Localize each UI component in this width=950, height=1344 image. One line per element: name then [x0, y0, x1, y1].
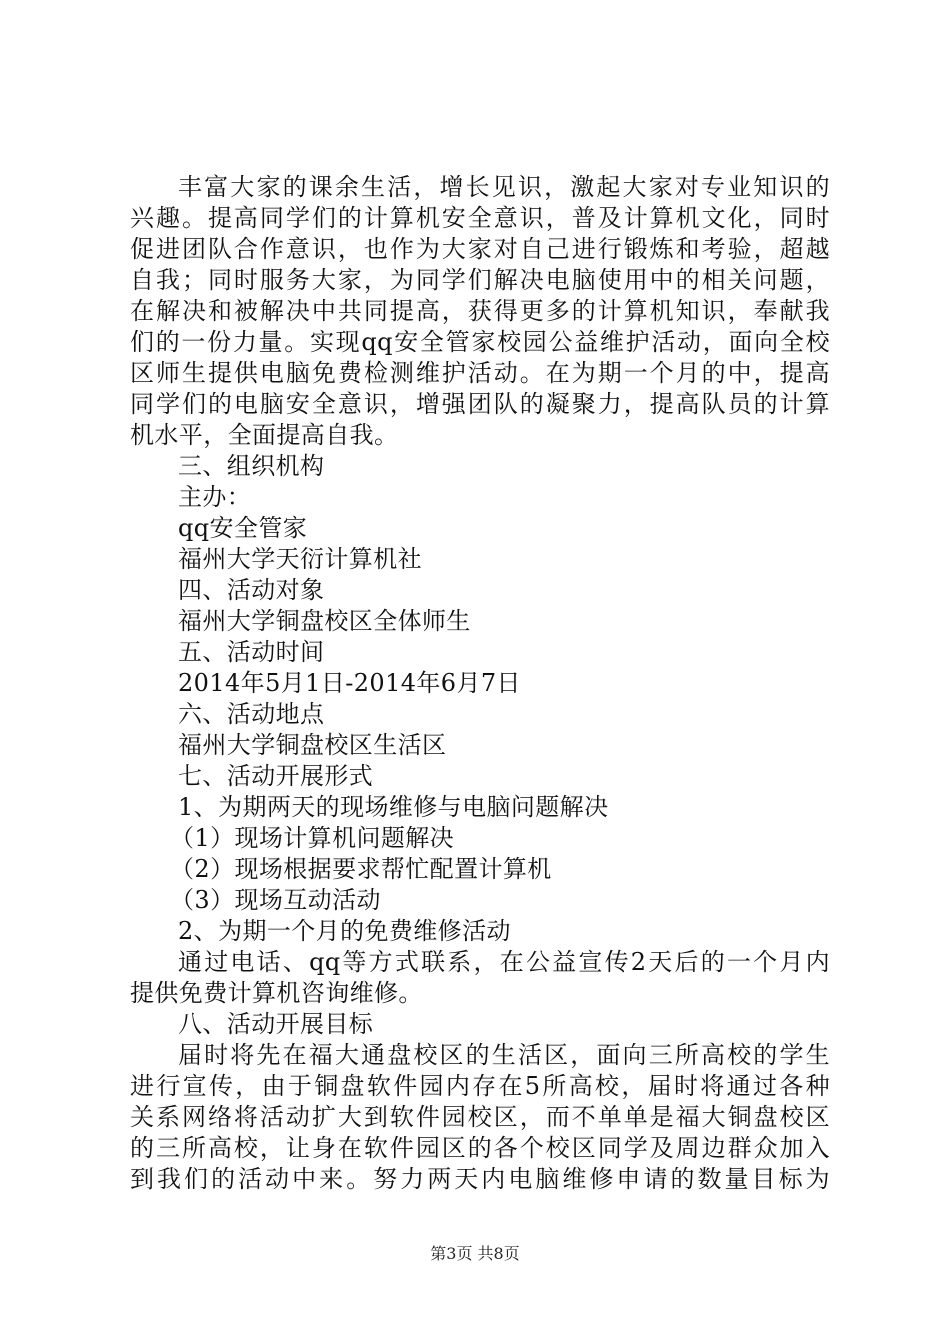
paragraph-line: 届时将先在福大通盘校区的生活区，面向三所高校的学生 — [178, 1041, 830, 1069]
document-body — [130, 172, 830, 1195]
paragraph-line: 在解决和被解决中共同提高，获得更多的计算机知识，奉献我 — [130, 297, 830, 325]
paragraph-line: 提供免费计算机咨询维修。 — [130, 979, 423, 1007]
activity-place: 福州大学铜盘校区生活区 — [178, 731, 447, 759]
paragraph-line: 通过电话、qq等方式联系，在公益宣传2天后的一个月内 — [178, 948, 830, 976]
paragraph-line: 的三所高校，让身在软件园区的各个校区同学及周边群众加入 — [130, 1134, 830, 1162]
paragraph-line: 们的一份力量。实现qq安全管家校园公益维护活动，面向全校 — [130, 328, 830, 356]
paragraph-line: 进行宣传，由于铜盘软件园内存在5所高校，届时将通过各种 — [130, 1072, 830, 1100]
section-heading: 六、活动地点 — [178, 700, 325, 728]
paragraph-line: 到我们的活动中来。努力两天内电脑维修申请的数量目标为 — [130, 1165, 830, 1193]
paragraph-line: 同学们的电脑安全意识，增强团队的凝聚力，提高队员的计算 — [130, 390, 830, 418]
paragraph-line: 丰富大家的课余生活，增长见识，激起大家对专业知识的 — [178, 173, 830, 201]
section-heading: 七、活动开展形式 — [178, 762, 374, 790]
section-heading: 八、活动开展目标 — [178, 1010, 374, 1038]
host-item: qq安全管家 — [178, 514, 308, 542]
paragraph-line: 区师生提供电脑免费检测维护活动。在为期一个月的中，提高 — [130, 359, 830, 387]
activity-time: 2014年5月1日-2014年6月7日 — [178, 669, 521, 697]
host-item: 福州大学天衍计算机社 — [178, 545, 422, 573]
host-label: 主办： — [178, 483, 252, 511]
paragraph-line: 兴趣。提高同学们的计算机安全意识，普及计算机文化，同时 — [130, 204, 830, 232]
section-heading: 四、活动对象 — [178, 576, 325, 604]
page-footer: 第3页 共8页 — [430, 1244, 520, 1263]
paragraph-line: 关系网络将活动扩大到软件园校区，而不单单是福大铜盘校区 — [130, 1103, 830, 1131]
form-subitem: （1）现场计算机问题解决 — [170, 824, 455, 852]
section-heading: 五、活动时间 — [178, 638, 325, 666]
form-item: 1、为期两天的现场维修与电脑问题解决 — [178, 793, 609, 821]
paragraph-line: 机水平，全面提高自我。 — [130, 421, 399, 449]
form-subitem: （3）现场互动活动 — [170, 886, 381, 914]
paragraph-line: 自我；同时服务大家，为同学们解决电脑使用中的相关问题， — [130, 266, 830, 294]
form-subitem: （2）现场根据要求帮忙配置计算机 — [170, 855, 552, 883]
section-heading: 三、组织机构 — [178, 452, 325, 480]
paragraph-line: 促进团队合作意识，也作为大家对自己进行锻炼和考验，超越 — [130, 235, 830, 263]
form-item: 2、为期一个月的免费维修活动 — [178, 917, 511, 945]
activity-target: 福州大学铜盘校区全体师生 — [178, 607, 471, 635]
